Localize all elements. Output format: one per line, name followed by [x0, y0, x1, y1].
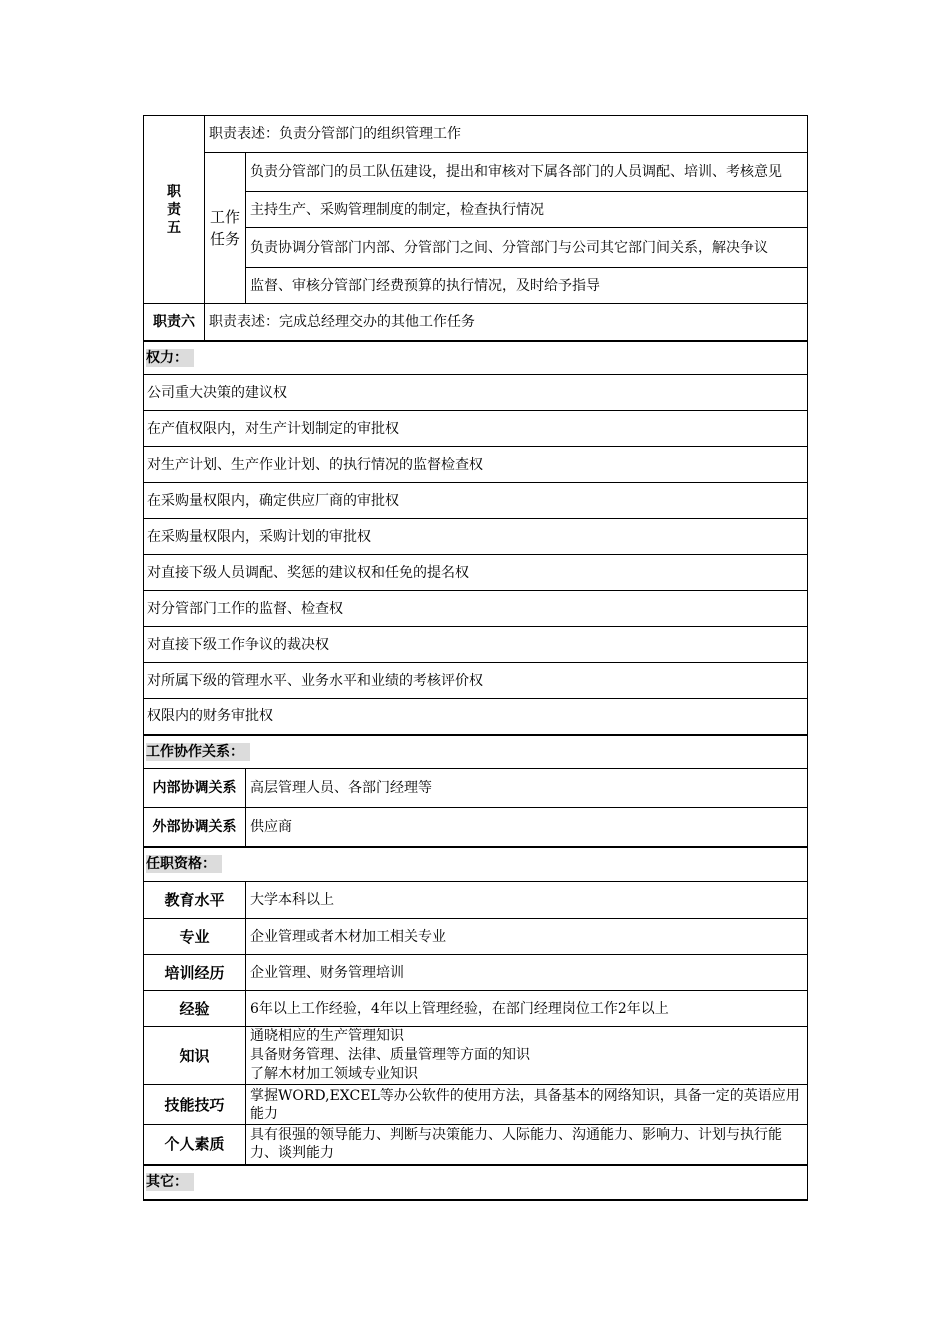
major-label: 专业 — [144, 919, 246, 955]
knowledge-line-2: 具备财务管理、法律、质量管理等方面的知识 — [250, 1047, 530, 1063]
duty5-task-3: 负责协调分管部门内部、分管部门之间、分管部门与公司其它部门间关系，解决争议 — [246, 228, 808, 268]
qualifications-header — [144, 847, 808, 882]
job-description-document — [143, 115, 807, 1201]
knowledge-value — [246, 1027, 808, 1085]
authority-item-5: 在采购量权限内，采购计划的审批权 — [144, 519, 808, 555]
authority-header-label: 权力： — [146, 349, 194, 367]
authority-item-10: 权限内的财务审批权 — [144, 699, 808, 735]
training-value: 企业管理、财务管理培训 — [246, 955, 808, 991]
major-value: 企业管理或者木材加工相关专业 — [246, 919, 808, 955]
external-coordination-value: 供应商 — [246, 808, 808, 847]
duty5-label-text: 职 责 五 — [167, 183, 181, 236]
duty6-statement: 职责表述：完成总经理交办的其他工作任务 — [205, 304, 808, 341]
authority-item-2: 在产值权限内，对生产计划制定的审批权 — [144, 411, 808, 447]
qualifications-header-label: 任职资格： — [146, 855, 222, 873]
authority-item-8: 对直接下级工作争议的裁决权 — [144, 627, 808, 663]
authority-header — [144, 341, 808, 375]
experience-label: 经验 — [144, 991, 246, 1027]
authority-item-6: 对直接下级人员调配、奖惩的建议权和任免的提名权 — [144, 555, 808, 591]
duty5-task-4: 监督、审核分管部门经费预算的执行情况，及时给予指导 — [246, 268, 808, 304]
internal-coordination-value: 高层管理人员、各部门经理等 — [246, 769, 808, 808]
experience-value: 6年以上工作经验，4年以上管理经验，在部门经理岗位工作2年以上 — [246, 991, 808, 1027]
duty5-task-2: 主持生产、采购管理制度的制定，检查执行情况 — [246, 192, 808, 228]
job-description-table — [143, 115, 808, 1201]
training-label: 培训经历 — [144, 955, 246, 991]
other-header — [144, 1165, 808, 1200]
collaboration-header-label: 工作协作关系： — [146, 743, 250, 761]
authority-item-9: 对所属下级的管理水平、业务水平和业绩的考核评价权 — [144, 663, 808, 699]
duty5-label — [144, 116, 205, 304]
education-value: 大学本科以上 — [246, 882, 808, 919]
personal-qualities-label: 个人素质 — [144, 1125, 246, 1165]
authority-item-3: 对生产计划、生产作业计划、的执行情况的监督检查权 — [144, 447, 808, 483]
external-coordination-label: 外部协调关系 — [144, 808, 246, 847]
authority-item-1: 公司重大决策的建议权 — [144, 375, 808, 411]
personal-qualities-value: 具有很强的领导能力、判断与决策能力、人际能力、沟通能力、影响力、计划与执行能力、谈判能力 — [246, 1125, 808, 1165]
knowledge-line-1: 通晓相应的生产管理知识 — [250, 1028, 404, 1044]
duty5-task-label: 工作 任务 — [205, 153, 246, 304]
authority-item-4: 在采购量权限内，确定供应厂商的审批权 — [144, 483, 808, 519]
knowledge-line-3: 了解木材加工领域专业知识 — [250, 1066, 418, 1082]
duty5-statement: 职责表述：负责分管部门的组织管理工作 — [205, 116, 808, 153]
other-header-label: 其它： — [146, 1173, 194, 1191]
authority-item-7: 对分管部门工作的监督、检查权 — [144, 591, 808, 627]
knowledge-label: 知识 — [144, 1027, 246, 1085]
education-label: 教育水平 — [144, 882, 246, 919]
collaboration-header — [144, 735, 808, 769]
skills-label: 技能技巧 — [144, 1085, 246, 1125]
duty5-task-1: 负责分管部门的员工队伍建设，提出和审核对下属各部门的人员调配、培训、考核意见 — [246, 153, 808, 192]
duty6-label: 职责六 — [144, 304, 205, 341]
skills-value: 掌握WORD,EXCEL等办公软件的使用方法，具备基本的网络知识，具备一定的英语应用能力 — [246, 1085, 808, 1125]
internal-coordination-label: 内部协调关系 — [144, 769, 246, 808]
